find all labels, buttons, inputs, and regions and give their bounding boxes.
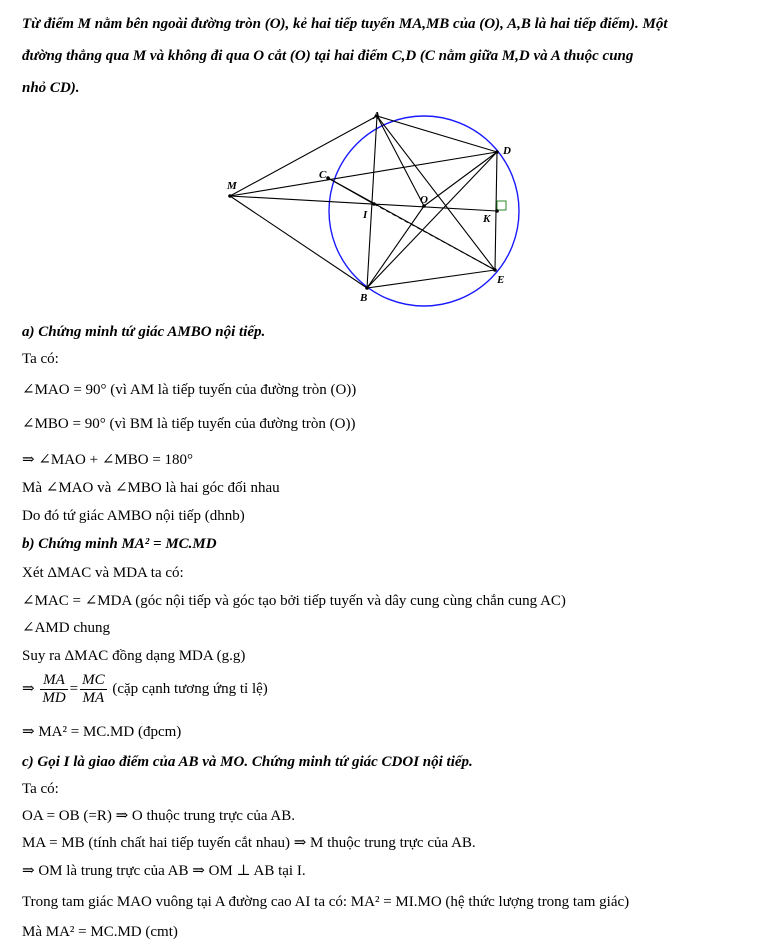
part-b-line-5 <box>22 672 268 707</box>
segment-mb <box>230 196 367 288</box>
part-a-line-5: Mà ∠MAO và ∠MBO là hai góc đối nhau <box>22 480 280 496</box>
label-point-a: A <box>373 110 381 122</box>
part-b-line-2: ∠MAC = ∠MDA (góc nội tiếp và góc tạo bởi tiếp tuyến và dây cung cùng chắn cung AC) <box>22 593 566 609</box>
part-c-line-5: Trong tam giác MAO vuông tại A đường cao AI ta có: MA² = MI.MO (hệ thức lượng trong tam giác) <box>22 894 630 910</box>
part-c-line-2: OA = OB (=R) ⇒ O thuộc trung trực của AB. <box>22 808 296 824</box>
fraction-mc-ma: $\frac{MC}{MA}$ <box>82 672 105 707</box>
segment-bo <box>367 206 424 288</box>
part-c-line-4: ⇒ OM là trung trực của AB ⇒ OM ⊥ AB tại I. <box>22 863 306 879</box>
part-b-line-3: ∠AMD chung <box>22 620 110 636</box>
segment-ae <box>377 116 495 270</box>
label-point-d: D <box>503 145 511 157</box>
label-point-i: I <box>363 209 368 221</box>
part-c-heading: c) Gọi I là giao điểm của AB và MO. Chứng minh tứ giác CDOI nội tiếp. <box>22 754 473 770</box>
part-b-line-1: Xét ΔMAC và MDA ta có: <box>22 565 184 581</box>
segment-bd <box>367 152 497 288</box>
label-point-o: O <box>420 194 428 206</box>
part-a-line-1: Ta có: <box>22 351 59 367</box>
label-point-e: E <box>497 274 505 286</box>
label-point-c: C <box>319 169 327 181</box>
problem-line-3: nhỏ CD). <box>22 80 80 96</box>
segment-ci <box>328 178 374 204</box>
part-c-line-1: Ta có: <box>22 781 59 797</box>
segment-ao <box>377 116 424 206</box>
fraction-ma-md: $\frac{MA}{MD}$ <box>42 672 66 707</box>
implies-symbol: ⇒ <box>22 681 35 697</box>
right-angle-mark-k <box>497 201 506 210</box>
equals-sign: = <box>69 681 79 697</box>
ratio-explanation: (cặp cạnh tương ứng tỉ lệ) <box>112 681 268 697</box>
label-point-k: K <box>483 213 491 225</box>
segment-be <box>367 270 495 288</box>
part-b-line-4: Suy ra ΔMAC đồng dạng MDA (g.g) <box>22 648 246 664</box>
problem-line-2: đường thẳng qua M và không đi qua O cắt (O) tại hai điểm C,D (C nằm giữa M,D và A thuộc cung <box>22 48 634 64</box>
problem-line-1: Từ điểm M nằm bên ngoài đường tròn (O), kẻ hai tiếp tuyến MA,MB của (O), A,B là hai tiếp điểm). Một <box>22 16 668 32</box>
part-a-heading: a) Chứng minh tứ giác AMBO nội tiếp. <box>22 324 266 340</box>
part-b-line-6: ⇒ MA² = MC.MD (đpcm) <box>22 724 182 740</box>
part-c-line-6: Mà MA² = MC.MD (cmt) <box>22 924 178 940</box>
part-b-heading: b) Chứng minh MA² = MC.MD <box>22 536 217 552</box>
label-point-m: M <box>227 180 237 192</box>
label-point-b: B <box>360 292 368 304</box>
part-a-line-6: Do đó tứ giác AMBO nội tiếp (dhnb) <box>22 508 245 524</box>
geometry-figure <box>215 108 535 308</box>
part-c-line-3: MA = MB (tính chất hai tiếp tuyến cắt nhau) ⇒ M thuộc trung trực của AB. <box>22 835 476 851</box>
part-a-line-4: ⇒ ∠MAO + ∠MBO = 180° <box>22 452 194 468</box>
segment-od <box>424 152 497 206</box>
part-a-line-2: ∠MAO = 90° (vì AM là tiếp tuyến của đường tròn (O)) <box>22 382 357 398</box>
part-a-line-3: ∠MBO = 90° (vì BM là tiếp tuyến của đường tròn (O)) <box>22 416 356 432</box>
